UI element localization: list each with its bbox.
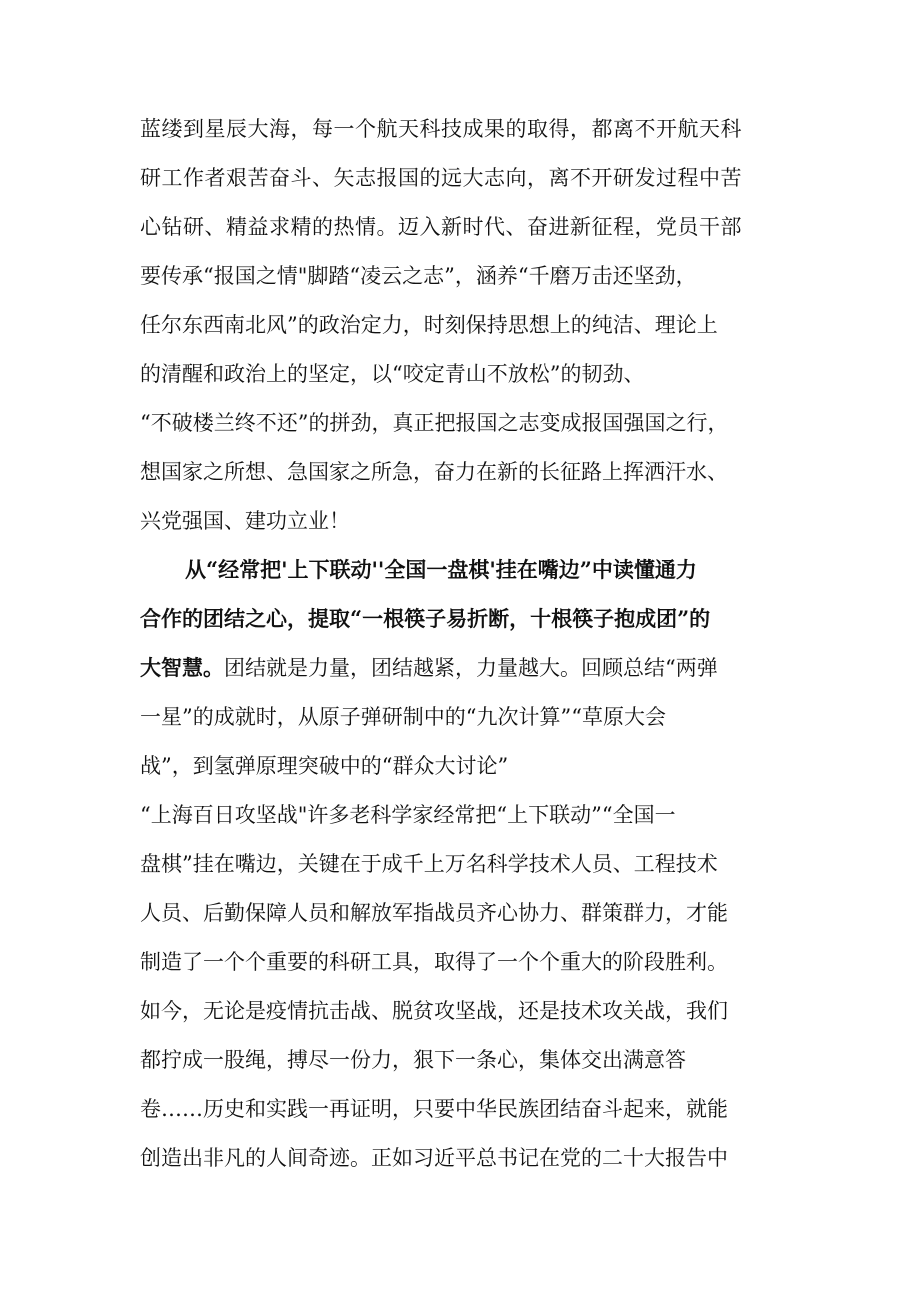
text-line: 的清醒和政治上的坚定，以“咬定青山不放松”的韧劲、	[140, 362, 645, 386]
text-line: 人员、后勤保障人员和解放军指战员齐心协力、群策群力，才能	[140, 901, 728, 925]
text-line: 卷……历史和实践一再证明，只要中华民族团结奋斗起来，就能	[140, 1097, 728, 1121]
text-line: 创造出非凡的人间奇迹。正如习近平总书记在党的二十大报告中	[140, 1146, 728, 1170]
text-line: 制造了一个个重要的科研工具，取得了一个个重大的阶段胜利。	[140, 950, 728, 974]
text-line: 要传承“报国之情"脚踏“凌云之志”，涵养“千磨万击还坚劲，	[140, 264, 697, 288]
mixed-heading-line	[140, 653, 800, 683]
section-heading-line: 从“经常把'上下联动''全国一盘棋'挂在嘴边”中读懂通力	[185, 557, 697, 582]
text-line: 战”，到氢弹原理突破中的“群众大讨论”	[140, 754, 509, 778]
text-line: 兴党强国、建功立业！	[140, 509, 350, 533]
text-line: 盘棋”挂在嘴边，关键在于成千上万名科学技术人员、工程技术	[140, 852, 718, 876]
text-line: 一星”的成就时，从原子弹研制中的“九次计算”“草原大会	[140, 705, 666, 729]
text-line: 都拧成一股绳，搏尽一份力，狠下一条心，集体交出满意答	[140, 1048, 686, 1072]
section-heading-line: 合作的团结之心，提取“一根筷子易折断，十根筷子抱成团”的	[140, 606, 711, 631]
text-line: 任尔东西南北风”的政治定力，时刻保持思想上的纯洁、理论上	[140, 313, 718, 337]
text-span: 团结就是力量，团结越紧，力量越大。回顾总结“两弹	[224, 656, 718, 680]
text-line: 想国家之所想、急国家之所急，奋力在新的长征路上挥洒汗水、	[140, 460, 728, 484]
text-line: 心钻研、精益求精的热情。迈入新时代、奋进新征程，党员干部	[140, 215, 742, 239]
text-line: 如今，无论是疫情抗击战、脱贫攻坚战，还是技术攻关战，我们	[140, 999, 728, 1023]
text-line: “不破楼兰终不还”的拼劲，真正把报国之志变成报国强国之行，	[140, 411, 729, 435]
section-heading-end: 大智慧。	[140, 655, 224, 680]
text-line: 蓝缕到星辰大海，每一个航天科技成果的取得，都离不开航天科	[140, 117, 742, 141]
text-line: 研工作者艰苦奋斗、矢志报国的远大志向，离不开研发过程中苦	[140, 166, 742, 190]
text-line: “上海百日攻坚战"许多老科学家经常把“上下联动”“全国一	[140, 803, 676, 827]
